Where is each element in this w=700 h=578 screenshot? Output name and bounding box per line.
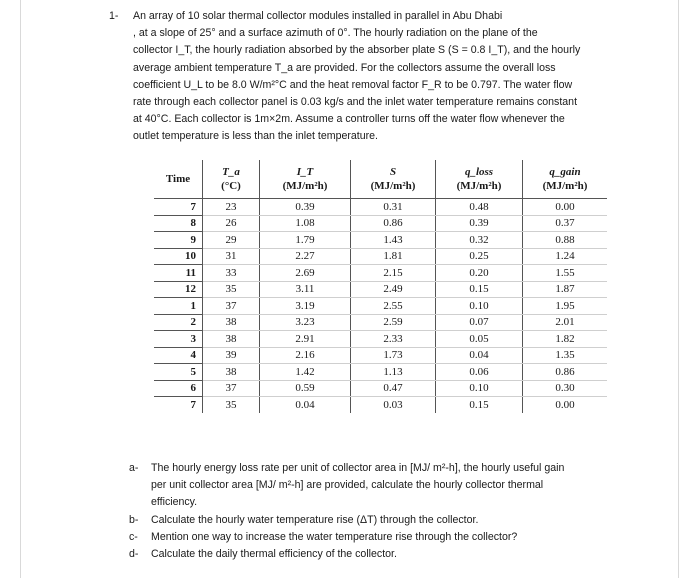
value-cell: 0.15	[436, 281, 523, 298]
value-cell: 0.15	[436, 397, 523, 413]
header-q-loss: q_loss (MJ/m²h)	[436, 160, 523, 199]
time-cell: 12	[154, 281, 203, 298]
value-cell: 0.32	[436, 232, 523, 249]
table-row	[154, 215, 607, 232]
value-cell: 1.79	[260, 232, 351, 249]
value-cell: 0.03	[351, 397, 436, 413]
value-cell: 39	[203, 347, 260, 364]
value-cell: 2.16	[260, 347, 351, 364]
value-cell: 33	[203, 265, 260, 282]
value-cell: 0.86	[351, 215, 436, 232]
table-row	[154, 232, 607, 249]
value-cell: 0.47	[351, 380, 436, 397]
value-cell: 0.05	[436, 331, 523, 348]
value-cell: 35	[203, 281, 260, 298]
value-cell: 0.04	[260, 397, 351, 413]
value-cell: 1.08	[260, 215, 351, 232]
problem-line: average ambient temperature T_a are provided. For the collectors assume the overall loss	[133, 61, 556, 74]
value-cell: 38	[203, 331, 260, 348]
table-row	[154, 265, 607, 282]
value-cell: 0.00	[523, 199, 608, 216]
table-row	[154, 397, 607, 413]
value-cell: 2.59	[351, 314, 436, 331]
value-cell: 1.82	[523, 331, 608, 348]
value-cell: 0.04	[436, 347, 523, 364]
time-cell: 5	[154, 364, 203, 381]
value-cell: 0.31	[351, 199, 436, 216]
value-cell: 0.39	[260, 199, 351, 216]
value-cell: 0.59	[260, 380, 351, 397]
value-cell: 3.23	[260, 314, 351, 331]
time-cell: 7	[154, 199, 203, 216]
time-cell: 1	[154, 298, 203, 315]
value-cell: 23	[203, 199, 260, 216]
value-cell: 0.25	[436, 248, 523, 265]
table-row	[154, 380, 607, 397]
value-cell: 2.15	[351, 265, 436, 282]
value-cell: 0.48	[436, 199, 523, 216]
value-cell: 0.10	[436, 380, 523, 397]
value-cell: 31	[203, 248, 260, 265]
time-cell: 7	[154, 397, 203, 413]
problem-statement	[109, 8, 609, 146]
time-cell: 8	[154, 215, 203, 232]
part-d: d- Calculate the daily thermal efficiency of the collector.	[129, 548, 397, 561]
header-radiation: I_T (MJ/m²h)	[260, 160, 351, 199]
value-cell: 0.20	[436, 265, 523, 282]
value-cell: 38	[203, 314, 260, 331]
value-cell: 2.49	[351, 281, 436, 298]
time-cell: 2	[154, 314, 203, 331]
value-cell: 1.43	[351, 232, 436, 249]
table-row	[154, 199, 607, 216]
value-cell: 0.88	[523, 232, 608, 249]
problem-line: An array of 10 solar thermal collector modules installed in parallel in Abu Dhabi	[133, 10, 503, 22]
value-cell: 0.37	[523, 215, 608, 232]
value-cell: 0.06	[436, 364, 523, 381]
header-absorbed: S (MJ/m²h)	[351, 160, 436, 199]
value-cell: 0.39	[436, 215, 523, 232]
value-cell: 3.11	[260, 281, 351, 298]
value-cell: 0.86	[523, 364, 608, 381]
page-edge-right	[678, 0, 679, 578]
problem-line: , at a slope of 25° and a surface azimuth of 0°. The hourly radiation on the plane of the	[133, 27, 538, 40]
question-parts	[129, 460, 609, 563]
value-cell: 0.07	[436, 314, 523, 331]
value-cell: 2.27	[260, 248, 351, 265]
page-edge-left	[20, 0, 21, 578]
time-cell: 11	[154, 265, 203, 282]
problem-line: outlet temperature is less than the inlet temperature.	[133, 130, 378, 143]
data-table	[154, 160, 607, 413]
part-c: c- Mention one way to increase the water temperature rise through the collector?	[129, 530, 518, 543]
value-cell: 1.35	[523, 347, 608, 364]
time-cell: 10	[154, 248, 203, 265]
value-cell: 37	[203, 380, 260, 397]
time-cell: 6	[154, 380, 203, 397]
time-cell: 4	[154, 347, 203, 364]
value-cell: 1.42	[260, 364, 351, 381]
header-time: Time	[154, 160, 203, 199]
value-cell: 1.87	[523, 281, 608, 298]
value-cell: 3.19	[260, 298, 351, 315]
table-row	[154, 281, 607, 298]
problem-line: rate through each collector panel is 0.03 kg/s and the inlet water temperature remains constant	[133, 96, 578, 109]
value-cell: 1.95	[523, 298, 608, 315]
header-q-gain: q_gain (MJ/m²h)	[523, 160, 608, 199]
header-ambient-temp: T_a (°C)	[203, 160, 260, 199]
value-cell: 1.55	[523, 265, 608, 282]
value-cell: 1.13	[351, 364, 436, 381]
table-row	[154, 347, 607, 364]
time-cell: 3	[154, 331, 203, 348]
problem-text	[133, 8, 609, 146]
value-cell: 1.81	[351, 248, 436, 265]
table-row	[154, 314, 607, 331]
value-cell: 1.24	[523, 248, 608, 265]
value-cell: 37	[203, 298, 260, 315]
value-cell: 2.55	[351, 298, 436, 315]
problem-line: collector I_T, the hourly radiation absorbed by the absorber plate S (S = 0.8 I_T), and the hourly	[133, 44, 581, 57]
value-cell: 1.73	[351, 347, 436, 364]
value-cell: 0.00	[555, 398, 575, 411]
value-cell: 0.30	[523, 380, 608, 397]
value-cell: 35	[203, 397, 260, 413]
part-a: a- The hourly energy loss rate per unit of collector area in [MJ/ m²-h], the hourly useful gain per unit collector area [MJ/ m²-h] are provided, calculate the hourly collector thermal efficiency.	[129, 462, 565, 509]
value-cell: 38	[203, 364, 260, 381]
table-row	[154, 364, 607, 381]
value-cell: 2.91	[260, 331, 351, 348]
value-cell: 29	[203, 232, 260, 249]
problem-line: coefficient U_L to be 8.0 W/m²°C and the heat removal factor F_R to be 0.797. The water flow	[133, 78, 573, 91]
value-cell: 0.10	[436, 298, 523, 315]
value-cell: 2.69	[260, 265, 351, 282]
table-header-row	[154, 160, 607, 199]
value-cell: 2.33	[351, 331, 436, 348]
time-cell: 9	[154, 232, 203, 249]
table-row	[154, 298, 607, 315]
table-row	[154, 248, 607, 265]
table-row	[154, 331, 607, 348]
part-b: b- Calculate the hourly water temperature rise (ΔT) through the collector.	[129, 513, 479, 526]
value-cell: 2.01	[523, 314, 608, 331]
problem-line: at 40°C. Each collector is 1m×2m. Assume a controller turns off the water flow whenever the	[133, 113, 565, 126]
value-cell: 26	[203, 215, 260, 232]
problem-number: 1-	[109, 10, 119, 22]
